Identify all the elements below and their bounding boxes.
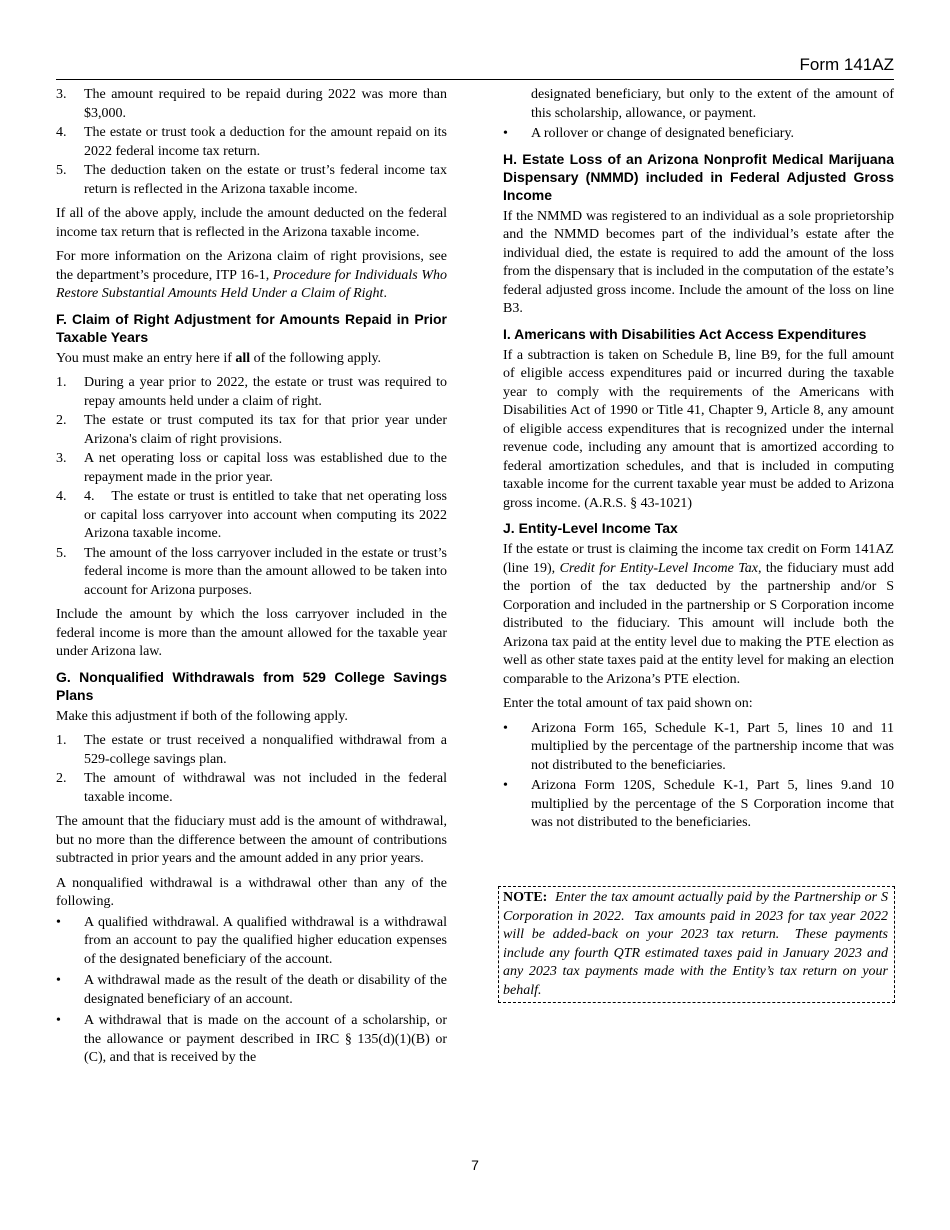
paragraph-more-info: For more information on the Arizona claim of right provisions, see the department’s procedure, ITP 16-1, Procedure for Individuals Who Restore Substantial Amounts Held Under a Claim of Right. (56, 249, 447, 301)
note-text: Enter the tax amount actually paid by the Partnership or S Corporation in 2022. Tax amounts paid in 2023 for tax year 2022 will be added-back on your 2023 tax return. These payments include any fourth QTR estimated taxes paid in January 2023 and any 2023 tax payments made with the Entity’s tax return on your behalf. (503, 890, 892, 998)
section-i-body: If a subtraction is taken on Schedule B, line B9, for the full amount of eligible access expenditures paid or incurred during the taxable year to comply with the requirements of the Americans with Disabilities Act of 1990 or Title 41, Chapter 9, Article 8, any amount of eligible access expenditures that is recognized under the internal revenue code, including any amount that is amortized according to federal amortization schedules, and that is included in computing taxable income for the current taxable year must be added to Arizona gross income. (A.R.S. § 43-1021) (503, 347, 894, 511)
list-item: 3. A net operating loss or capital loss was established due to the repayment made in the prior year. (56, 451, 447, 485)
header-rule (56, 79, 894, 80)
section-j-body: If the estate or trust is claiming the income tax credit on Form 141AZ (line 19), Credit for Entity-Level Income Tax, the fiduciary must add the portion of the tax deducted by the partnership and/or S Corporation and included in the partnership or S Corporation income distributed to the fiduciary. This amount will include both the Arizona tax paid at the entity level due to making the PTE election as well as other state taxes paid at the entity level for making an election comparable to the Arizona’s PTE election. (503, 542, 894, 687)
section-g-intro: Make this adjustment if both of the following apply. (56, 708, 348, 724)
list-item: • A qualified withdrawal. A qualified withdrawal is a withdrawal from an account to pay the qualified higher education expenses of the designated beneficiary of the account. (56, 914, 447, 967)
list-item: • Arizona Form 120S, Schedule K-1, Part 5, lines 9.and 10 multiplied by the percentage of the S Corporation income that was not distributed to the beneficiaries. (503, 778, 894, 830)
list-item: • A withdrawal made as the result of the death or disability of the designated beneficiary of an account. (56, 973, 447, 1007)
note-label: NOTE: (503, 890, 548, 905)
list-item: 3. The amount required to be repaid during 2022 was more than $3,000. (56, 87, 447, 121)
section-j-enter: Enter the total amount of tax paid shown on: (503, 696, 753, 711)
section-f-heading: F. Claim of Right Adjustment for Amounts Repaid in Prior Taxable Years (56, 310, 447, 345)
credit-title: Credit for Entity-Level Income Tax (559, 560, 758, 576)
section-g-nonqualified-def: A nonqualified withdrawal is a withdrawal other than any of the following. (56, 875, 447, 909)
list-item: 4. The estate or trust took a deduction for the amount repaid on its 2022 federal income tax return. (56, 125, 447, 159)
section-f-closing: Include the amount by which the loss carryover included in the federal income is more than the amount allowed for the taxable year under Arizona law. (56, 607, 447, 659)
list-item: 5. The deduction taken on the estate or trust’s federal income tax return is reflected in the Arizona taxable income. (56, 163, 447, 197)
list-item: 2. The estate or trust computed its tax for that prior year under Arizona's claim of right provisions. (56, 413, 447, 447)
claim-of-right-conditions-list (56, 86, 447, 199)
list-item: 4. 4. The estate or trust is entitled to take that net operating loss or capital loss carryover into account when computing its 2022 Arizona taxable income. (56, 489, 451, 541)
page-number: 7 (471, 1157, 479, 1173)
bullet-continuation: designated beneficiary, but only to the extent of the amount of this scholarship, allowance, or payment. (531, 87, 894, 121)
section-g-list (56, 732, 447, 807)
left-column (56, 86, 451, 1074)
list-item: • A withdrawal that is made on the account of a scholarship, or the allowance or payment described in IRC § 135(d)(1)(B) or (C), and that is received by the (56, 1013, 447, 1065)
section-i-heading: I. Americans with Disabilities Act Access Expenditures (503, 325, 867, 342)
list-item: 1. The estate or trust received a nonqualified withdrawal from a 529-college savings plan. (56, 733, 447, 767)
section-g-heading: G. Nonqualified Withdrawals from 529 College Savings Plans (56, 668, 447, 703)
note-box (498, 886, 895, 1003)
section-j-bullets (503, 720, 894, 833)
section-h-body: If the NMMD was registered to an individual as a sole proprietorship and the NMMD becomes part of the individual’s estate after the individual died, the estate is required to add the amount of the loss from the dispensary that is included in the computation of the estate’s federal adjusted gross income. Include the amount of the loss on line B3. (503, 208, 894, 316)
section-h-heading: H. Estate Loss of an Arizona Nonprofit Medical Marijuana Dispensary (NMMD) included in Federal Adjusted Gross Income (503, 150, 894, 203)
paragraph-if-all-apply: If all of the above apply, include the amount deducted on the federal income tax return that is reflected in the Arizona taxable income. (56, 206, 447, 240)
section-f-list (56, 374, 451, 600)
section-g-bullets (56, 914, 447, 1068)
section-f-intro: You must make an entry here if all of the following apply. (56, 350, 382, 366)
list-item: • Arizona Form 165, Schedule K-1, Part 5, lines 10 and 11 multiplied by the percentage of the partnership income that was not distributed to the beneficiaries. (503, 720, 894, 773)
form-title: Form 141AZ (799, 55, 894, 74)
list-item: • A rollover or change of designated beneficiary. (503, 126, 795, 141)
section-g-amount: The amount that the fiduciary must add is the amount of withdrawal, but no more than the difference between the amount of contributions subtracted in prior years and the amount added in any prior years. (56, 814, 447, 866)
list-item: 5. The amount of the loss carryover included in the estate or trust’s federal income is more than the amount allowed to be taken into account for Arizona purposes. (56, 545, 447, 598)
right-column (503, 86, 894, 839)
itp-procedure-title: Procedure for Individuals Who Restore Substantial Amounts Held Under a Claim of Right (56, 267, 447, 301)
section-j-heading: J. Entity-Level Income Tax (503, 520, 678, 536)
list-item: 1. During a year prior to 2022, the estate or trust was required to repay amounts held under a claim of right. (56, 375, 447, 409)
rollover-bullet-list (503, 125, 894, 144)
list-item: 2. The amount of withdrawal was not included in the federal taxable income. (56, 771, 447, 805)
